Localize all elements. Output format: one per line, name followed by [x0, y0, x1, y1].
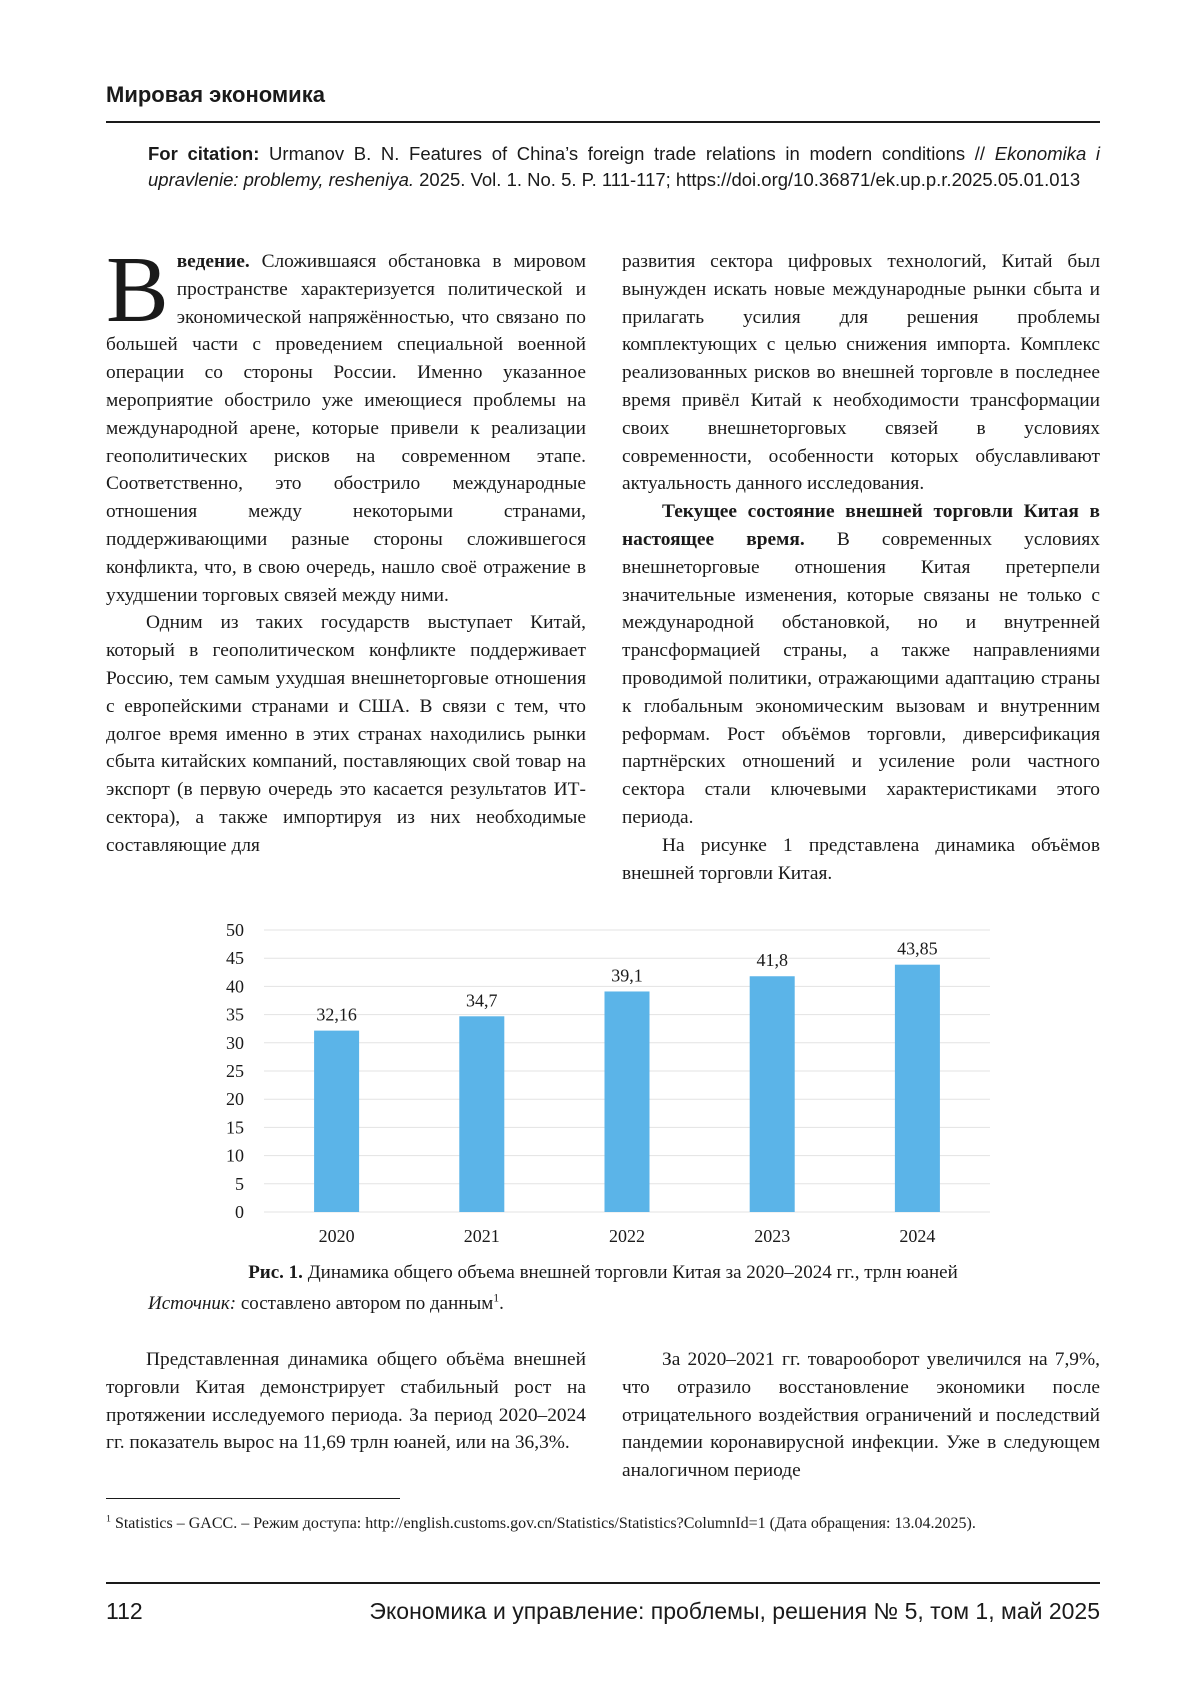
data-label: 39,1 — [611, 965, 643, 985]
x-tick-label: 2021 — [464, 1226, 500, 1246]
y-tick-label: 10 — [226, 1146, 244, 1166]
y-tick-label: 50 — [226, 920, 244, 940]
footer-rule — [106, 1582, 1100, 1584]
citation-details: 2025. Vol. 1. No. 5. P. 111-117; https://doi.org/10.36871/ek.up.p.r.2025.05.01.013 — [414, 169, 1080, 190]
x-tick-label: 2020 — [319, 1226, 355, 1246]
figure-caption — [106, 1262, 1100, 1284]
citation-block — [148, 141, 1100, 193]
y-tick-label: 45 — [226, 948, 244, 968]
left-column-top — [106, 248, 586, 860]
y-tick-label: 40 — [226, 976, 244, 996]
figure-caption-label: Рис. 1. — [248, 1262, 303, 1283]
analysis-paragraph-left: Представленная динамика общего объёма внешней торговли Китая демонстрирует стабильный рост на протяжении исследуемого периода. За период 2020–2024 гг. показатель вырос на 11,69 трлн юаней, или на 36,3%. — [106, 1346, 586, 1457]
intro-paragraph-1 — [106, 248, 586, 609]
drop-cap: В — [106, 252, 169, 328]
intro-paragraph-2-continued: развития сектора цифровых технологий, Китай был вынужден искать новые международные рынки сбыта и прилагать усилия для решения проблемы комплектующих с целью снижения импорта. Комплекс реализованных рисков во внешней торговле в последнее время привёл Китай к необходимости трансформации своих внешнеторговых связей в условиях современности, особенности которых обуславливают актуальность данного исследования. — [622, 248, 1100, 498]
y-tick-label: 5 — [235, 1174, 244, 1194]
intro-paragraph-2: Одним из таких государств выступает Китай, который в геополитическом конфликте поддерживает Россию, тем самым ухудшая внешнеторговые отношения с европейскими странами и США. В связи с тем, что долгое время именно в этих странах находились рынки сбыта китайских компаний, поставляющих свой товар на экспорт (в первую очередь это касается результатов ИТ-сектора), а также импортируя из них необходимые составляющие для — [106, 609, 586, 859]
y-tick-label: 30 — [226, 1033, 244, 1053]
citation-journal: Ekonomika i upravlenie: problemy, resheniya. — [148, 143, 1100, 190]
section2-paragraph-2: На рисунке 1 представлена динамика объёмов внешней торговли Китая. — [622, 832, 1100, 888]
figure-caption-text: Динамика общего объема внешней торговли Китая за 2020–2024 гг., трлн юаней — [303, 1262, 958, 1283]
figure-1 — [200, 914, 1000, 1254]
section-header: Мировая экономика — [106, 82, 1100, 108]
citation-label: For citation: — [148, 143, 259, 164]
bar — [604, 991, 649, 1212]
right-column-top — [622, 248, 1100, 887]
page-number: 112 — [106, 1598, 143, 1625]
y-tick-label: 20 — [226, 1089, 244, 1109]
footnote-rule — [106, 1498, 400, 1499]
x-tick-label: 2024 — [899, 1226, 935, 1246]
figure-source-end: . — [499, 1293, 504, 1314]
header-rule — [106, 121, 1100, 123]
data-label: 43,85 — [897, 939, 938, 959]
data-label: 41,8 — [756, 950, 788, 970]
footnote-number: 1 — [106, 1514, 111, 1525]
bar — [459, 1016, 504, 1212]
analysis-paragraph-right: За 2020–2021 гг. товарооборот увеличился на 7,9%, что отразило восстановление экономики после отрицательного воздействия ограничений и последствий пандемии коронавирусной инфекции. Уже в следующем аналогичном периоде — [622, 1346, 1100, 1485]
y-tick-label: 25 — [226, 1061, 244, 1081]
footnote — [106, 1512, 1100, 1536]
section2-paragraph-1 — [622, 498, 1100, 832]
y-tick-label: 0 — [235, 1202, 244, 1222]
y-tick-label: 15 — [226, 1117, 244, 1137]
intro-paragraph-1-text: Сложившаяся обстановка в мировом пространстве характеризуется политической и экономической напряжённостью, что связано по большей части с проведением специальной военной операции со стороны России. Именно указанное мероприятие обострило уже имеющиеся проблемы на международной арене, которые привели к реализации геополитических рисков на современном этапе. Соответственно, это обострило международные отношения между некоторыми странами, поддерживающими разные стороны сложившегося конфликта, что, в свою очередь, нашло своё отражение в ухудшении торговых связей между ними. — [106, 251, 586, 606]
figure-source-text: составлено автором по данным — [236, 1293, 493, 1314]
citation-authors-title: Urmanov B. N. Features of China’s foreign trade relations in modern conditions // — [259, 143, 994, 164]
y-tick-label: 35 — [226, 1005, 244, 1025]
bar — [314, 1031, 359, 1212]
figure-source — [148, 1293, 1048, 1315]
x-tick-label: 2023 — [754, 1226, 790, 1246]
footnote-text: Statistics – GACC. – Режим доступа: http://english.customs.gov.cn/Statistics/Statistics?ColumnId=1 (Дата обращения: 13.04.2025). — [111, 1515, 976, 1532]
section2-heading: Текущее состояние внешней торговли Китая в настоящее время. — [622, 501, 1100, 550]
right-column-bottom — [622, 1346, 1100, 1485]
x-tick-label: 2022 — [609, 1226, 645, 1246]
journal-info: Экономика и управление: проблемы, решения № 5, том 1, май 2025 — [369, 1598, 1100, 1625]
footnote-ref[interactable]: 1 — [493, 1292, 499, 1305]
bar — [750, 976, 795, 1212]
bar-chart — [200, 914, 1000, 1254]
left-column-bottom — [106, 1346, 586, 1457]
bar — [895, 965, 940, 1212]
data-label: 32,16 — [316, 1005, 357, 1025]
data-label: 34,7 — [466, 990, 498, 1010]
intro-lead: ведение. — [177, 251, 250, 272]
figure-source-label: Источник: — [148, 1293, 236, 1314]
section2-paragraph-1-text: В современных условиях внешнеторговые отношения Китая претерпели значительные изменения, которые связаны не только с международной обстановкой, но и внутренней трансформацией страны, а также направлениями проводимой политики, отражающими адаптацию страны к глобальным экономическим вызовам и внутренним реформам. Рост объёмов торговли, диверсификация партнёрских отношений и усиление роли частного сектора стали ключевыми характеристиками этого периода. — [622, 529, 1100, 828]
